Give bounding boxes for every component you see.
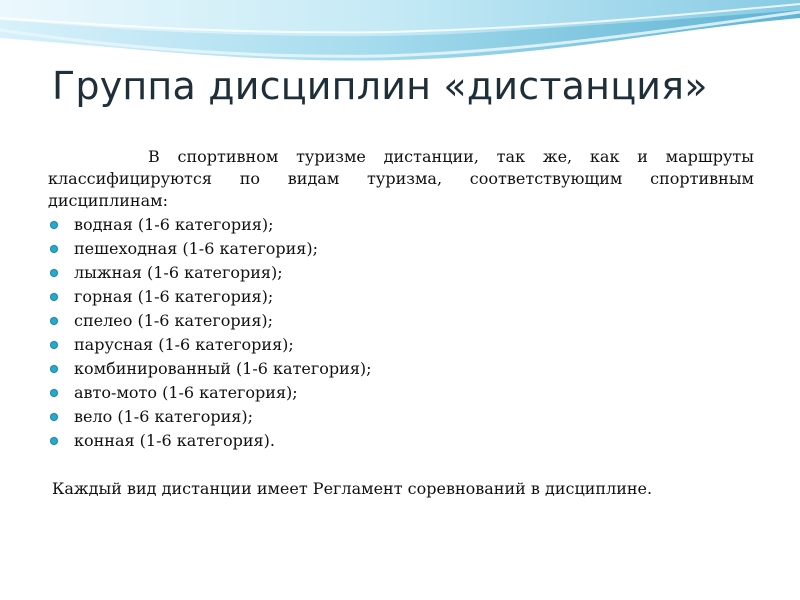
discipline-list-item bbox=[48, 429, 754, 453]
bullet-icon bbox=[50, 245, 58, 253]
intro-paragraph: В спортивном туризме дистанции, так же, как и маршруты классифицируются по видам туризма, соответствующим спортивным дисциплинам: bbox=[48, 147, 754, 210]
bullet-icon bbox=[50, 413, 58, 421]
discipline-label: авто-мото (1-6 категория); bbox=[74, 383, 298, 402]
discipline-list-item bbox=[48, 357, 754, 381]
discipline-list-item bbox=[48, 213, 754, 237]
discipline-label: комбинированный (1-6 категория); bbox=[74, 359, 372, 378]
discipline-label: лыжная (1-6 категория); bbox=[74, 263, 283, 282]
bullet-icon bbox=[50, 365, 58, 373]
bullet-icon bbox=[50, 317, 58, 325]
discipline-label: водная (1-6 категория); bbox=[74, 215, 274, 234]
discipline-label: вело (1-6 категория); bbox=[74, 407, 253, 426]
discipline-list-item bbox=[48, 285, 754, 309]
bullet-icon bbox=[50, 269, 58, 277]
footer-note: Каждый вид дистанции имеет Регламент соревнований в дисциплине. bbox=[52, 479, 653, 498]
discipline-list-item bbox=[48, 333, 754, 357]
discipline-list-item bbox=[48, 381, 754, 405]
bullet-icon bbox=[50, 341, 58, 349]
bullet-icon bbox=[50, 293, 58, 301]
discipline-list-item bbox=[48, 405, 754, 429]
bullet-icon bbox=[50, 221, 58, 229]
slide-content bbox=[48, 146, 754, 501]
discipline-list-item bbox=[48, 309, 754, 333]
discipline-label: спелео (1-6 категория); bbox=[74, 311, 274, 330]
discipline-label: горная (1-6 категория); bbox=[74, 287, 274, 306]
discipline-label: конная (1-6 категория). bbox=[74, 431, 275, 450]
bullet-icon bbox=[50, 389, 58, 397]
discipline-label: пешеходная (1-6 категория); bbox=[74, 239, 318, 258]
discipline-list-item bbox=[48, 261, 754, 285]
slide-title: Группа дисциплин «дистанция» bbox=[52, 64, 708, 108]
header-wave-decoration bbox=[0, 0, 800, 70]
discipline-list-item bbox=[48, 237, 754, 261]
discipline-label: парусная (1-6 категория); bbox=[74, 335, 294, 354]
discipline-list bbox=[48, 213, 754, 453]
bullet-icon bbox=[50, 437, 58, 445]
